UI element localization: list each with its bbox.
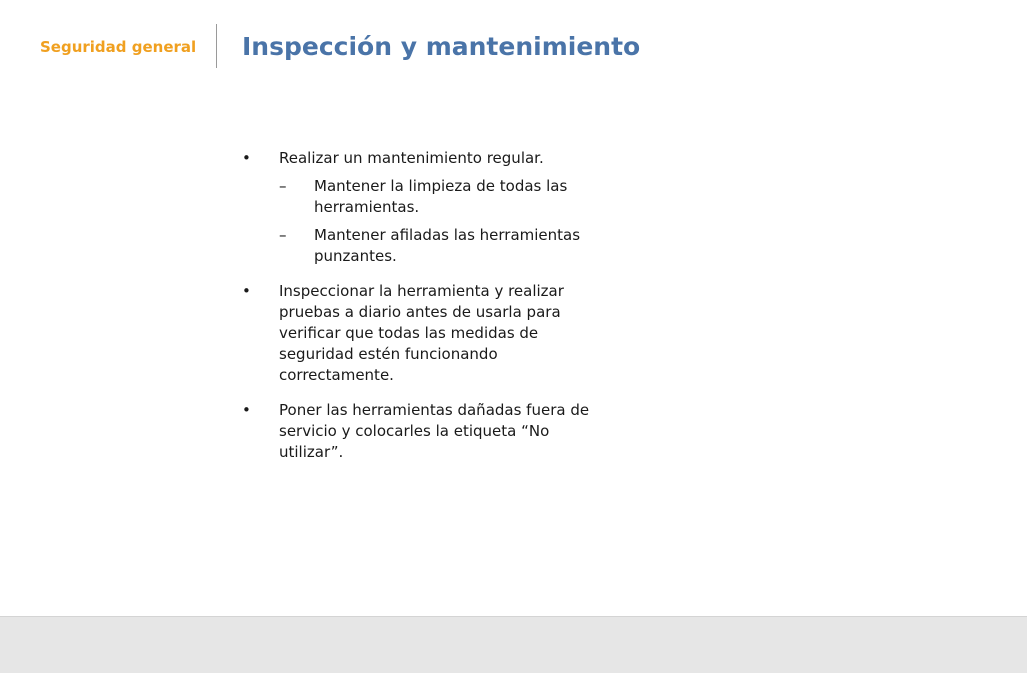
header-divider <box>216 24 217 68</box>
bullet-text: Poner las herramientas dañadas fuera de servicio y colocarles la etiqueta “No utilizar”. <box>279 401 590 461</box>
dash-icon: – <box>279 177 287 195</box>
sub-bullet-item <box>242 225 612 267</box>
sub-bullet-text: Mantener la limpieza de todas las herramientas. <box>314 177 568 216</box>
bullet-item <box>242 281 612 386</box>
bullet-icon: • <box>242 401 251 419</box>
dash-icon: – <box>279 226 287 244</box>
bullet-item <box>242 148 612 267</box>
sub-bullet-text: Mantener afiladas las herramientas punzantes. <box>314 226 581 265</box>
bullet-icon: • <box>242 149 251 167</box>
sub-bullet-item <box>242 176 612 218</box>
bullet-text: Realizar un mantenimiento regular. <box>279 149 544 167</box>
bullet-text: Inspeccionar la herramienta y realizar pruebas a diario antes de usarla para verificar que todas las medidas de seguridad estén funcionando correctamente. <box>279 282 564 384</box>
bullet-list <box>242 148 612 477</box>
section-label: Seguridad general <box>40 38 197 56</box>
bullet-icon: • <box>242 282 251 300</box>
footer-bar <box>0 616 1027 673</box>
page-title: Inspección y mantenimiento <box>242 32 641 61</box>
bullet-item <box>242 400 612 463</box>
